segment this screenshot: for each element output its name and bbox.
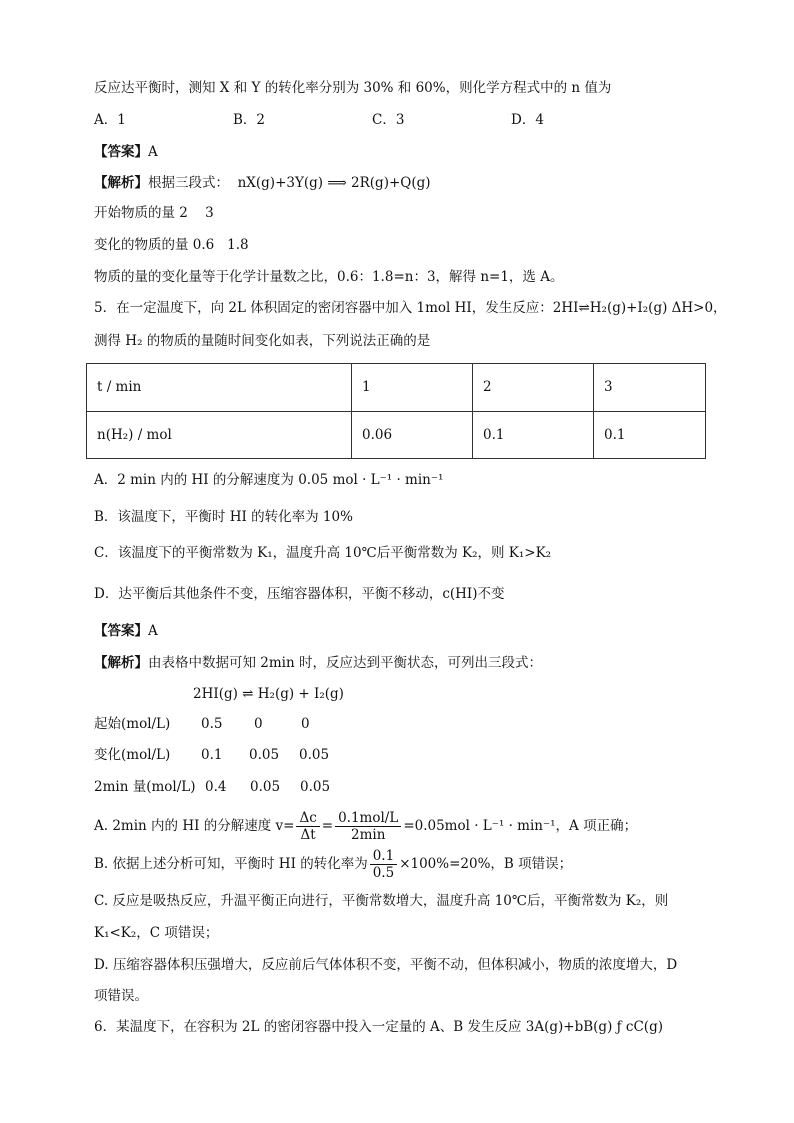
q5-analysis-d-line2: 项错误。	[94, 988, 148, 1004]
ice-value: 0	[301, 716, 310, 732]
table-cell: 0.1	[594, 411, 706, 459]
fraction-numerator: 0.1	[370, 848, 397, 865]
fraction-numerator: 0.1mol/L	[335, 810, 401, 827]
ice-value: 0	[254, 716, 263, 732]
fraction	[296, 810, 319, 843]
fraction-numerator: Δc	[296, 810, 319, 827]
table-cell: 0.06	[352, 411, 473, 459]
ice-value: 0.1	[201, 747, 223, 763]
ice-row-label: 变化(mol/L)	[94, 747, 171, 763]
ice-row-label: 2min 量(mol/L)	[94, 779, 196, 795]
start-label: 开始物质的量	[94, 205, 175, 221]
start-value: 3	[205, 205, 214, 221]
ice-value: 0.05	[250, 779, 281, 795]
q5-option-b: B．该温度下，平衡时 HI 的转化率为 10%	[94, 509, 353, 525]
fraction	[370, 848, 397, 881]
analysis-b-suffix: ×100%=20%，B 项错误；	[399, 856, 573, 872]
equation-left: nX(g)+3Y(g)	[237, 175, 324, 191]
fraction	[335, 810, 401, 843]
analysis-b-prefix: B. 依据上述分析可知，平衡时 HI 的转化率为	[94, 856, 368, 872]
ice-row-start	[94, 714, 310, 734]
ice-value: 0.05	[299, 747, 330, 763]
q4-option-d: D．4	[511, 112, 544, 128]
q5-analysis-c-line2: K₁<K₂，C 项错误；	[94, 925, 219, 941]
table-cell: n(H₂) / mol	[87, 411, 352, 459]
ice-value: 0.5	[201, 716, 223, 732]
q4-analysis	[94, 173, 431, 193]
q4-conclusion: 物质的量的变化量等于化学计量数之比，0.6：1.8=n：3，解得 n=1，选 A。	[94, 269, 564, 285]
equation-right: 2R(g)+Q(g)	[351, 175, 431, 191]
analysis-intro: 根据三段式：	[148, 175, 229, 191]
change-label: 变化的物质的量	[94, 237, 189, 253]
table-cell: 0.1	[473, 411, 594, 459]
analysis-label: 【解析】	[94, 655, 148, 671]
q4-start-row	[94, 203, 214, 223]
h2-time-table	[86, 363, 706, 459]
fraction-denominator: 0.5	[372, 865, 395, 881]
answer-value: A	[148, 144, 158, 160]
analysis-a-suffix: =0.05mol · L⁻¹ · min⁻¹，A 项正确；	[403, 818, 638, 834]
equals-sign: =	[321, 818, 334, 834]
ice-value: 0.05	[249, 747, 280, 763]
q4-change-row	[94, 235, 249, 255]
fraction-denominator: Δt	[300, 827, 316, 843]
equation-arrow: ⟹	[327, 175, 347, 191]
start-value: 2	[179, 205, 188, 221]
q5-option-d: D．达平衡后其他条件不变，压缩容器体积，平衡不移动，c(HI)不变	[94, 586, 505, 602]
q4-option-a: A．1	[94, 112, 126, 128]
q5-option-a: A．2 min 内的 HI 的分解速度为 0.05 mol · L⁻¹ · min⁻¹	[94, 472, 444, 488]
analysis-label: 【解析】	[94, 175, 148, 191]
ice-row-2min	[94, 777, 330, 797]
answer-label: 【答案】	[94, 623, 148, 639]
table-row	[87, 364, 706, 412]
q4-options	[94, 110, 544, 130]
q5-stem-line1: 5．在一定温度下，向 2L 体积固定的密闭容器中加入 1mol HI，发生反应：2HI⇌H₂(g)+I₂(g) ΔH>0，	[94, 300, 727, 316]
change-value: 0.6	[192, 237, 215, 253]
analysis-intro: 由表格中数据可知 2min 时，反应达到平衡状态，可列出三段式：	[148, 655, 542, 671]
table-header-cell: 2	[473, 364, 594, 412]
q5-analysis-a	[94, 808, 637, 844]
q4-answer	[94, 142, 158, 162]
q5-option-c: C．该温度下的平衡常数为 K₁，温度升高 10℃后平衡常数为 K₂，则 K₁>K₂	[94, 545, 552, 561]
ice-value: 0.4	[205, 779, 227, 795]
q5-stem-line2: 测得 H₂ 的物质的量随时间变化如表，下列说法正确的是	[94, 333, 431, 349]
q4-stem-end: 反应达平衡时，测知 X 和 Y 的转化率分别为 30% 和 60%，则化学方程式中的 n 值为	[94, 80, 612, 96]
answer-label: 【答案】	[94, 144, 148, 160]
q5-analysis-c-line1: C. 反应是吸热反应，升温平衡正向进行，平衡常数增大，温度升高 10℃后，平衡常数为 K₂，则	[94, 893, 669, 909]
ice-row-change	[94, 745, 329, 765]
q5-answer	[94, 621, 158, 641]
answer-value: A	[148, 623, 158, 639]
q5-analysis-d-line1: D. 压缩容器体积压强增大，反应前后气体体积不变，平衡不动，但体积减小，物质的浓度增大，D	[94, 957, 678, 973]
table-row	[87, 411, 706, 459]
change-value: 1.8	[227, 237, 249, 253]
table-header-cell: 3	[594, 364, 706, 412]
q5-analysis	[94, 653, 542, 673]
ice-row-label: 起始(mol/L)	[94, 716, 171, 732]
ice-value: 0.05	[300, 779, 331, 795]
q4-option-b: B．2	[233, 112, 266, 128]
table-header-cell: t / min	[87, 364, 352, 412]
q4-option-c: C．3	[372, 112, 405, 128]
analysis-a-prefix: A. 2min 内的 HI 的分解速度 v=	[94, 818, 295, 834]
fraction-denominator: 2min	[350, 827, 386, 843]
q5-analysis-b	[94, 846, 572, 882]
table-header-cell: 1	[352, 364, 473, 412]
q5-equation: 2HI(g) ⇌ H₂(g) + I₂(g)	[193, 686, 344, 702]
q6-stem: 6．某温度下，在容积为 2L 的密闭容器中投入一定量的 A、B 发生反应 3A(g)+bB(g) ƒ cC(g)	[94, 1019, 663, 1035]
